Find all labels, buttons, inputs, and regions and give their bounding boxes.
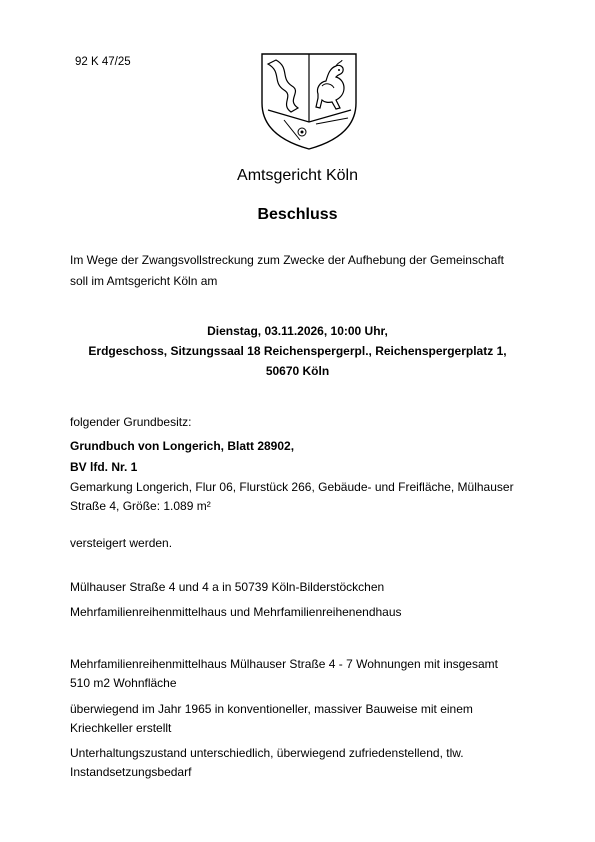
grundbesitz-label: folgender Grundbesitz: [70, 415, 192, 429]
gemarkung-line-1: Gemarkung Longerich, Flur 06, Flurstück 266, Gebäude- und Freifläche, Mülhauser [70, 480, 514, 494]
description-p1-line-2: 510 m2 Wohnfläche [70, 676, 177, 690]
description-p3-line-2: Instandsetzungsbedarf [70, 765, 192, 779]
description-p2-line-1: überwiegend im Jahr 1965 in konventioneller, massiver Bauweise mit einem [70, 702, 473, 716]
intro-line-1: Im Wege der Zwangsvollstreckung zum Zwecke der Aufhebung der Gemeinschaft [70, 253, 504, 267]
bv-line: BV lfd. Nr. 1 [70, 460, 138, 474]
versteigert-line: versteigert werden. [70, 536, 173, 550]
coat-of-arms-icon [256, 48, 362, 151]
description-p1-line-1: Mehrfamilienreihenmittelhaus Mülhauser Straße 4 - 7 Wohnungen mit insgesamt [70, 657, 498, 671]
description-p3-line-1: Unterhaltungszustand unterschiedlich, überwiegend zufriedenstellend, tlw. [70, 746, 464, 760]
case-number: 92 K 47/25 [75, 56, 131, 68]
decision-title: Beschluss [257, 206, 338, 223]
termin-room: Erdgeschoss, Sitzungssaal 18 Reichenspergerpl., Reichenspergerplatz 1, [88, 344, 507, 358]
grundbuch-line: Grundbuch von Longerich, Blatt 28902, [70, 439, 295, 453]
description-p2-line-2: Kriechkeller erstellt [70, 721, 172, 735]
termin-date: Dienstag, 03.11.2026, 10:00 Uhr, [207, 324, 388, 338]
court-name: Amtsgericht Köln [237, 167, 358, 184]
intro-line-2: soll im Amtsgericht Köln am [70, 274, 218, 288]
object-address: Mülhauser Straße 4 und 4 a in 50739 Köln-Bilderstöckchen [70, 580, 385, 594]
termin-city: 50670 Köln [265, 364, 330, 378]
gemarkung-line-2: Straße 4, Größe: 1.089 m² [70, 499, 211, 513]
object-type: Mehrfamilienreihenmittelhaus und Mehrfamilienreihenendhaus [70, 605, 402, 619]
